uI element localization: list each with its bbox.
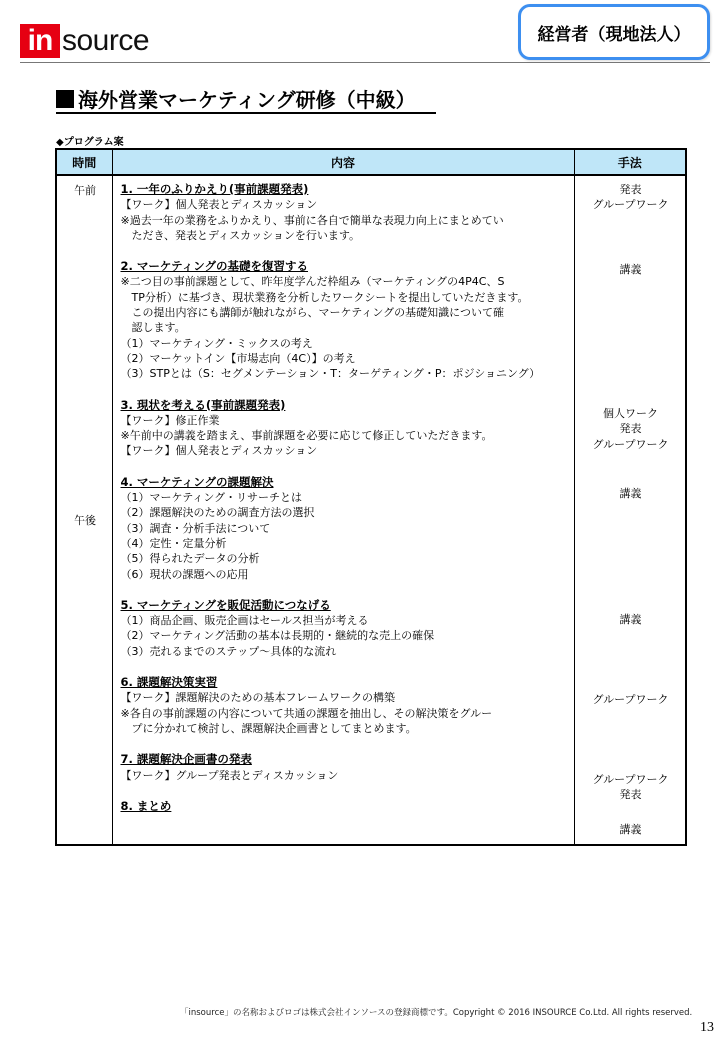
program-section [121,259,568,381]
section-title: 5. マーケティングを販促活動につなげる [120,597,331,612]
method-column [574,175,686,845]
section-line: （3）STPとは（S：セグメンテーション・T：ターゲティング・P：ポジショニング） [120,367,541,381]
section-line: TP分析）に基づき、現状業務を分析したワークシートを提出していただきます。 [120,290,529,304]
section-line: （5）得られたデータの分析 [120,552,260,566]
section-line: 【ワーク】個人発表とディスカッション [120,198,318,212]
method-label: グループワーク [592,198,669,212]
header-divider [20,62,710,63]
section-line: 認します。 [120,321,186,335]
program-label: ◆プログラム案 [56,137,124,148]
method-label: グループワーク [592,693,669,706]
method-label: 個人ワーク [603,407,658,420]
section-line: （3）売れるまでのステップ～具体的な流れ [120,644,337,658]
section-line: （2）課題解決のための調査方法の選択 [120,506,315,520]
program-section [121,675,568,736]
section-title: 7. 課題解決企画書の発表 [120,752,252,767]
logo-source-text: source [62,24,150,57]
method-label: グループワーク [592,437,669,451]
method-label: 発表 [619,183,642,196]
section-line: （3）調査・分析手法について [120,521,271,535]
section-line: ※過去一年の業務をふりかえり、事前に各自で簡単な表現力向上にまとめてい [120,213,504,227]
method-label: グループワーク [592,773,669,786]
section-title: 2. マーケティングの基礎を復習する [120,259,308,274]
section-line: （1）商品企画、販売企画はセールス担当が考える [120,614,369,628]
section-line: （6）現状の課題への応用 [120,567,249,581]
section-line: ただき、発表とディスカッションを行います。 [120,228,360,242]
program-section [121,182,568,243]
section-line: この提出内容にも講師が触れながら、マーケティングの基礎知識について確 [120,306,504,320]
time-column [56,175,112,845]
program-section [121,398,568,459]
method-label: 講義 [619,823,642,836]
method-label: 発表 [619,788,642,802]
content-column [112,175,574,845]
audience-badge: 経営者（現地法人） [518,4,710,60]
time-pm: 午後 [74,514,96,527]
section-line: ※二つ目の事前課題として、昨年度学んだ枠組み（マーケティングの4P4C、S [120,275,505,289]
section-method [575,772,687,803]
section-line: ※午前中の講義を踏まえ、事前課題を必要に応じて修正していただきます。 [120,429,493,443]
section-line: （1）マーケティング・リサーチとは [120,491,302,505]
section-method [575,612,687,627]
section-method [575,692,687,707]
page-title: 海外営業マーケティング研修（中級） [78,88,416,112]
program-section [121,475,568,582]
header-content: 内容 [112,149,574,175]
section-line: 【ワーク】個人発表とディスカッション [120,444,318,458]
section-method [575,262,687,277]
method-label: 講義 [619,263,642,276]
title-square-icon [56,90,74,108]
section-line: ※各自の事前課題の内容について共通の課題を抽出し、その解決策をグルー [120,706,493,720]
section-line: （1）マーケティング・ミックスの考え [120,336,313,350]
section-method [575,182,687,213]
header-time: 時間 [56,149,112,175]
copyright-footer: 「insource」の名称およびロゴは株式会社インソースの登録商標です。Copyright © 2016 INSOURCE Co.Ltd. All rights reserved. [180,1008,693,1018]
section-line: （4）定性・定量分析 [120,536,227,550]
section-line: プに分かれて検討し、課題解決企画書としてまとめます。 [120,721,417,735]
program-section [121,598,568,659]
method-label: 発表 [619,422,642,436]
method-label: 講義 [619,613,642,626]
method-label: 講義 [619,487,642,500]
page-title-row [56,84,416,113]
section-title: 4. マーケティングの課題解決 [120,474,274,489]
section-line: （2）マーケットイン【市場志向（4C）】の考え [120,351,356,365]
section-method [575,822,687,837]
section-title: 8. まとめ [120,798,172,813]
section-line: 【ワーク】課題解決のための基本フレームワークの構築 [120,691,396,705]
section-title: 3. 現状を考える(事前課題発表) [120,397,286,412]
page-number: 13 [700,1020,714,1035]
section-method [575,486,687,501]
section-line: 【ワーク】グループ発表とディスカッション [120,768,339,782]
section-method [575,406,687,452]
time-am: 午前 [74,184,96,197]
insource-logo [20,24,149,58]
section-title: 1. 一年のふりかえり(事前課題発表) [120,182,309,196]
program-section [121,752,568,783]
section-title: 6. 課題解決策実習 [120,675,218,690]
title-underline [56,112,436,114]
logo-in-mark: in [20,24,60,58]
header-method: 手法 [574,149,686,175]
program-section [121,799,568,814]
table-body-row [56,175,686,845]
program-table [55,148,687,846]
section-line: 【ワーク】修正作業 [120,413,220,427]
table-header-row [56,149,686,175]
section-line: （2）マーケティング活動の基本は長期的・継続的な売上の確保 [120,629,435,643]
